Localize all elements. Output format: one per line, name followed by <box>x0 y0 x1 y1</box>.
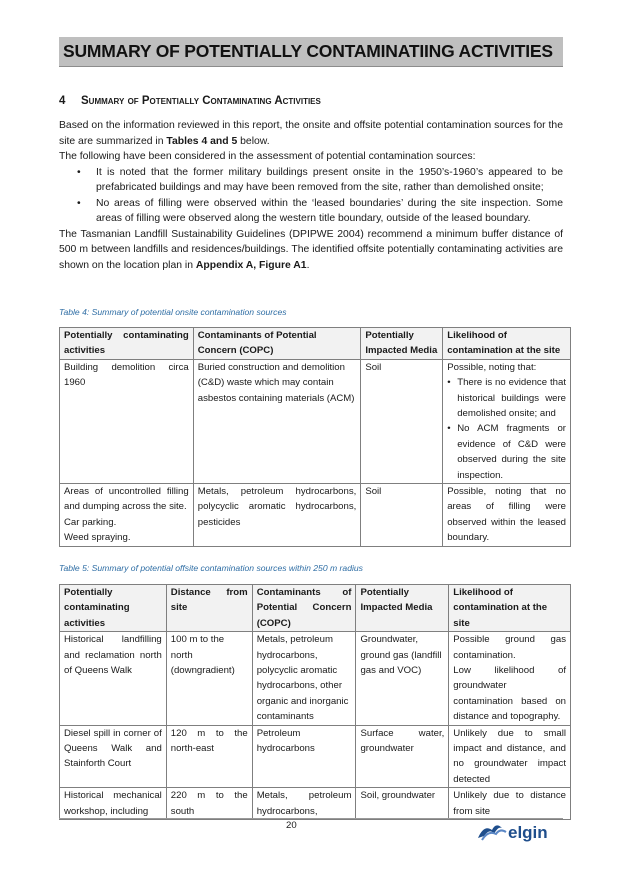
table-cell: Building demolition circa 1960 <box>60 359 194 483</box>
cell-list-text: No ACM fragments or evidence of C&D were observed during the site inspection. <box>457 423 566 481</box>
intro-paragraph <box>59 118 563 149</box>
intro-text: Based on the information reviewed in this report, the onsite and offsite potential contamination sources for the site are summarized in <box>59 120 563 147</box>
considered-paragraph: The following have been considered in the assessment of potential contamination sources: <box>59 151 476 162</box>
table-cell: Diesel spill in corner of Queens Walk and Stainforth Court <box>60 725 167 788</box>
table-cell: Historical landfilling and reclamation north of Queens Walk <box>60 632 167 725</box>
list-item <box>59 165 563 196</box>
table-cell <box>443 359 571 483</box>
table-header-row <box>60 328 571 360</box>
section-title: Summary of Potentially Contaminating Activities <box>81 95 321 107</box>
table-cell <box>60 484 194 547</box>
table-header-cell: Potentially contaminating activities <box>60 328 194 360</box>
table-header-cell: Potentially contaminating activities <box>60 585 167 632</box>
guidelines-text: The Tasmanian Landfill Sustainability Guidelines (DPIPWE 2004) recommend a minimum buffer distance of 500 m between landfills and residences/buildings. The identified offsite potentially contaminating activities are shown on the location plan in <box>59 228 563 271</box>
bullet-icon: • <box>77 166 81 178</box>
appendix-reference: Appendix A, Figure A1 <box>195 259 307 271</box>
table-cell: Soil <box>361 359 443 483</box>
table-header-cell: Contaminants of Potential Concern (COPC) <box>252 585 356 632</box>
list-item-text: It is noted that the former military buildings present onsite in the 1950’s-1960’s appeared to be prefabricated buildings and may have been removed from the site, rather than demolished onsite; <box>96 166 563 193</box>
table-cell: Unlikely due to small impact and distance, and no groundwater impact detected <box>449 725 571 788</box>
tables-reference: Tables 4 and 5 <box>166 135 238 147</box>
cell-list-item <box>447 375 566 421</box>
table-cell: Soil, groundwater <box>356 788 449 820</box>
section-number: 4 <box>59 95 66 107</box>
bullet-icon: • <box>447 423 451 435</box>
page-banner <box>59 37 563 67</box>
table-header-row <box>60 585 571 632</box>
body-text <box>59 118 563 273</box>
table-cell: Possible, noting that no areas of filling were observed within the leased boundary. <box>443 484 571 547</box>
intro-text-end: below. <box>237 135 270 147</box>
table-cell: Metals, petroleum hydrocarbons, polycyclic aromatic hydrocarbons, pesticides <box>193 484 361 547</box>
banner-title: SUMMARY OF POTENTIALLY CONTAMINATIING ACTIVITIES <box>63 41 553 61</box>
table-cell: Historical mechanical workshop, including <box>60 788 167 820</box>
list-item-text: No areas of filling were observed within the ‘leased boundaries’ during the site inspection. Some areas of filling were observed along the western title boundary, outside of the leased boundary. <box>96 197 563 224</box>
table-cell: Groundwater, ground gas (landfill gas and VOC) <box>356 632 449 725</box>
elgin-logo <box>476 816 566 846</box>
guidelines-text-end: . <box>306 259 310 271</box>
table-header-cell: Potentially Impacted Media <box>356 585 449 632</box>
table-header-cell: Likelihood of contamination at the site <box>449 585 571 632</box>
table-cell: Metals, petroleum hydrocarbons, polycyclic aromatic hydrocarbons, other organic and inorganic contaminants <box>252 632 356 725</box>
cell-text: Car parking. <box>64 516 117 528</box>
list-item <box>59 196 563 227</box>
table-row <box>60 484 571 547</box>
table-header-cell: Likelihood of contamination at the site <box>443 328 571 360</box>
table-cell: 120 m to the north-east <box>166 725 252 788</box>
table4-onsite-sources <box>59 327 571 547</box>
table-row <box>60 788 571 820</box>
table-cell: 220 m to the south <box>166 788 252 820</box>
table-cell: Petroleum hydrocarbons <box>252 725 356 788</box>
cell-list-item <box>447 421 566 483</box>
cell-text: Possible ground gas contamination. <box>453 634 566 661</box>
cell-text: Low likelihood of groundwater contamination based on distance and topography. <box>453 665 566 723</box>
cell-list-text: There is no evidence that historical buildings were demolished onsite; and <box>457 377 566 420</box>
table-cell <box>449 632 571 725</box>
table4-caption: Table 4: Summary of potential onsite contamination sources <box>59 307 287 317</box>
considerations-list <box>59 165 563 227</box>
table-cell: Surface water, groundwater <box>356 725 449 788</box>
table5-offsite-sources <box>59 584 571 820</box>
table-header-cell: Potentially Impacted Media <box>361 328 443 360</box>
cell-text: Areas of uncontrolled filling and dumping across the site. <box>64 486 189 513</box>
bullet-icon: • <box>447 377 451 389</box>
page-number: 20 <box>286 820 297 831</box>
table-cell: 100 m to the north (downgradient) <box>166 632 252 725</box>
table-cell: Soil <box>361 484 443 547</box>
bullet-icon: • <box>77 197 81 209</box>
table-cell: Buried construction and demolition (C&D) waste which may contain asbestos containing materials (ACM) <box>193 359 361 483</box>
cell-text: Possible, noting that: <box>447 361 537 373</box>
table-header-cell: Distance from site <box>166 585 252 632</box>
guidelines-paragraph <box>59 227 563 274</box>
table-row <box>60 725 571 788</box>
logo-wordmark: elgin <box>508 823 548 842</box>
table-row <box>60 359 571 483</box>
cell-text: Weed spraying. <box>64 532 131 544</box>
table-cell: Unlikely due to distance from site <box>449 788 571 820</box>
table-row <box>60 632 571 725</box>
section-heading <box>59 95 321 107</box>
table-cell: Metals, petroleum hydrocarbons, <box>252 788 356 820</box>
table-header-cell: Contaminants of Potential Concern (COPC) <box>193 328 361 360</box>
table5-caption: Table 5: Summary of potential offsite contamination sources within 250 m radius <box>59 563 363 573</box>
